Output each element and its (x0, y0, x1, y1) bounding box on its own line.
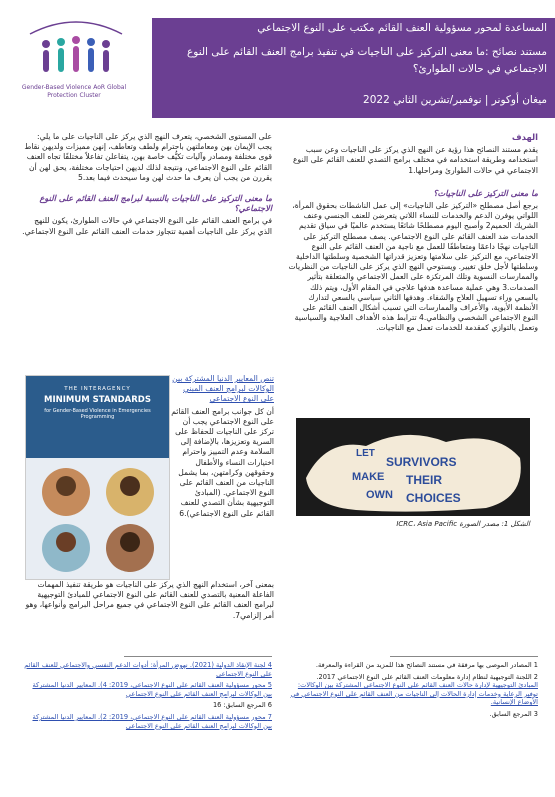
sign-word: MAKE (352, 471, 385, 483)
sign-word: OWN (366, 489, 393, 501)
footnote-2-link[interactable]: المبادئ التوجيهية لإدارة حالات العنف القائم على النوع الاجتماعي المشتركة بين الوكالات: توفير الرعاية وخدمات إدارة الحالات إلى الناجيات من العنف القائم على النوع الاجتماعي في الأوضاع الإنسانية. (290, 681, 538, 707)
photo-caption: الشكل 1: مصدر الصورة ICRC، Asia Pacific (396, 520, 530, 528)
logo-text: Gender-Based Violence AoR Global Protection Cluster (21, 84, 127, 99)
intro-text: على المستوى الشخصي، يتعرف النهج الذي يركز على الناجيات على ما يلي: يجب الإيمان بهن ومعاملتهن باحترام ولطف وتعاطف، إنهن مميزات ولديهن نقاط قوى مختلفة ومصادر وآليات تكيُّف خاصة بهن، يتفاعلن تفاعلاً مختلفًا تجاه العنف القائم على النوع الاجتماعي، ونتيجة لذلك لديهن احتياجات مختلفة، يحق لهن أن يقررن من يجب أن يعرف ما حدث لهن وما سيحدث فيما بعد.5 (24, 132, 272, 182)
meaning-heading: ما معنى التركيز على الناجيات؟ (433, 187, 538, 198)
footnote-1: 1 المصادر الموصى بها مرفقة في مستند النصائح هذا للمزيد من القراءة والمعرفة. (315, 661, 538, 669)
right-column (288, 132, 538, 334)
sign-word: SURVIVORS (386, 455, 457, 469)
footnote-5[interactable]: 5 محور مسؤولية العنف القائم على النوع الاجتماعي، 2019: 4). المعايير الدنيا المشتركة بين الوكالات لبرامج العنف القائم على النوع الاجتماعي (32, 681, 272, 698)
title-banner (152, 18, 555, 118)
gbv-aor-logo (0, 0, 152, 118)
footnote-2: 2 اللجنة التوجيهية لنظام إدارة معلومات العنف القائم على النوع الاجتماعي 2017. (316, 672, 538, 681)
page-header (0, 0, 555, 118)
survivors-photo (296, 418, 530, 516)
standards-text: أن كل جوانب برامج العنف القائم على النوع الاجتماعي يجب أن تركز على الناجيات للحفاظ على السرية وتعزيزها، بالإضافة إلى السلامة وعدم التمييز واحترام اختيارات النساء والأطفال وحقوقهن وكرامتهن، بما يشمل الناجيات من العنف القائم على النوع الاجتماعي. (المبادئ التوجيهية بشأن التصدي للعنف القائم على النوع الاجتماعي).6 (171, 406, 274, 518)
minimum-standards-cover (25, 375, 170, 580)
cover-title: MINIMUM STANDARDS (44, 395, 151, 405)
cover-small-title: THE INTERAGENCY (64, 386, 131, 392)
goal-heading: الهدف (511, 132, 538, 142)
banner-subtitle: مستند نصائح :ما معنى التركيز على الناجيات في تنفيذ برامج العنف القائم على النوع الاجتماعي في حالات الطوارئ؟ (187, 46, 547, 75)
standards-link[interactable]: تنص المعايير الدنيا المشتركة بين الوكالات لبرامج العنف المبني على النوع الاجتماعي (172, 374, 274, 404)
figures-logo-icon (0, 0, 152, 84)
footnotes-right (288, 661, 538, 719)
cover-header (26, 376, 169, 458)
standards-block (170, 374, 274, 519)
author-date: ميغان أوكونر | نوفمبر/تشرين الثاني 2022 (363, 94, 547, 106)
footnote-rule-left (124, 656, 272, 657)
emergency-text: في برامج العنف القائم على النوع الاجتماعي في حالات الطوارئ، يكون للنهج الذي يركز على الناجيات أهمية تتجاوز خدمات العنف القائم على النوع الاجتماعي. (22, 216, 272, 236)
footnotes-left (22, 661, 272, 730)
goal-text: يقدم مستند النصائح هذا رؤية عن النهج الذي يركز على الناجيات وعن سبب استخدامه وطريقة استخدامه في مختلف برامج التصدي للعنف القائم على النوع الاجتماعي في حالات الطوارئ ومراحلها.1 (292, 145, 538, 175)
cover-subtitle: for Gender-Based Violence in Emergencies Programming (44, 408, 151, 420)
sign-word: LET (356, 448, 375, 459)
footnote-3: 3 المرجع السابق. (489, 709, 538, 718)
footnote-7[interactable]: 7 محور مسؤولية العنف القائم على النوع الاجتماعي، 2019: 2). المعايير الدنيا المشتركة بين الوكالات لبرامج العنف القائم على النوع الاجتماعي (32, 712, 272, 730)
meaning-text: برجع أصل مصطلح «التركيز على الناجيات» إلى عمل الناشطات بحقوق المرأة، اللواتي يوفرن الدعم والخدمات للنساء اللاتي يتعرضن للعنف الجنسي وعنف الشريك الحميم2 وأصبح اليوم مصطلحًا شائعًا يستخدم عالميًا في سياق تقديم الخدمات ضد العنف القائم على النوع الاجتماعي. يصف مصطلح التركيز على الناجيات نهجًا داعمًا ومتعاطفًا للعمل مع ناجية من العنف القائم على النوع الاجتماعي، مع التركيز على سلامتها وتعزيز قدراتها الشخصية وسلطتها الداخلية وسلطتها لأجل خلق تغيير. ويستوحي النهج الذي يركز على الناجيات من النظريات والممارسات النسوية وتلك المرتكزة على العمل الاجتماعي والمتعلقة بتأثير الصدمات.3 وهي عملية مساعدة هدفها علاجي في المقام الأول، ويتم ذلك بالسعي وراء تسهيل العلاج والشفاء. وهدفها الثاني سياسي بالسعي لتدارك الأنظمة الأبوية، والأعراف والممارسات التي تسبب أشكال العنف القائم على النوع الاجتماعي الشخصي والنظامي.4 تترابط هذه الأهداف العلاجية والسياسية وتعمل بالتوازي كمقدمة للخدمات تعمل مع الناجيات. (288, 201, 538, 333)
banner-title: المساعدة لمحور مسؤولية العنف القائم مكتب على النوع الاجتماعي (257, 22, 547, 34)
sign-word: CHOICES (406, 491, 461, 505)
footnote-rule-right (390, 656, 538, 657)
left-column (22, 132, 272, 237)
closing-text: بمعنى آخر، استخدام النهج الذي يركز على الناجيات هو طريقة تنفيذ المهمات الفاعلة المعنية بالتصدي للعنف القائم على النوع الاجتماعي للمبادئ التوجيهية لبرامج العنف القائم على النوع الاجتماعي في جميع مراحل البرامج وأنواعها، وهو أمر إلزامي7. (25, 580, 274, 620)
sign-word: THEIR (406, 473, 442, 487)
sign-photo-icon (296, 418, 530, 516)
footnote-4[interactable]: 4 لجنة الإنقاذ الدولية (2021). نهوض المرأة: أدوات الدعم النفسي والاجتماعي للعنف القائم على النوع الاجتماعي (24, 661, 272, 678)
footnote-6: 6 المرجع السابق: 16 (212, 701, 272, 710)
cover-photos-icon (26, 458, 169, 579)
emergency-heading: ما معنى التركيز على الناجيات بالنسبة لبرامج العنف القائم على النوع الاجتماعي؟ (39, 193, 272, 214)
